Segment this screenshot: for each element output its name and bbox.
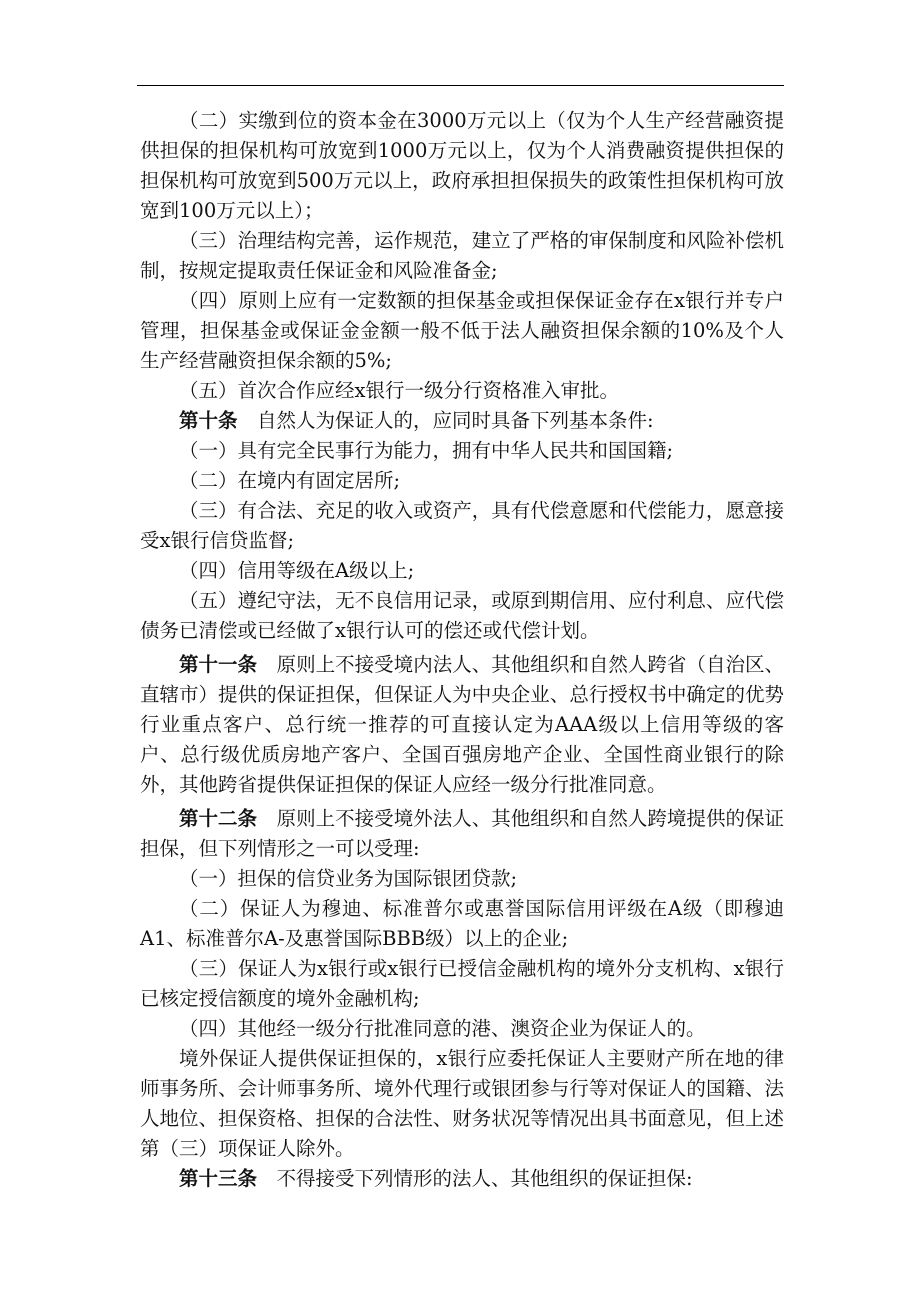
clause-paragraph: （一）担保的信贷业务为国际银团贷款; (179, 867, 518, 890)
article-heading: 第十三条 (179, 1167, 258, 1190)
article-heading: 第十条 (179, 409, 238, 432)
clause-paragraph: （三）保证人为x银行或x银行已授信金融机构的境外分支机构、x银行已核定授信额度的境外金融机构; (140, 957, 784, 1010)
clause-paragraph: （五）首次合作应经x银行一级分行资格准入审批。 (179, 379, 619, 402)
clause-paragraph: （四）其他经一级分行批准同意的港、澳资企业为保证人的。 (179, 1017, 706, 1040)
header-rule (137, 85, 784, 86)
article-heading: 第十二条 (179, 807, 258, 830)
clause-paragraph: （三）治理结构完善，运作规范，建立了严格的审保制度和风险补偿机制，按规定提取责任保证金和风险准备金; (140, 229, 784, 282)
clause-paragraph: （二）在境内有固定居所; (179, 469, 401, 492)
article-text: 不得接受下列情形的法人、其他组织的保证担保: (276, 1167, 693, 1190)
clause-paragraph: （五）遵纪守法，无不良信用记录，或原到期信用、应付利息、应代偿债务已清偿或已经做了x银行认可的偿还或代偿计划。 (140, 589, 784, 642)
article-text: 自然人为保证人的，应同时具备下列基本条件: (257, 409, 654, 432)
clause-paragraph: （二）实缴到位的资本金在3000万元以上（仅为个人生产经营融资提供担保的担保机构可放宽到1000万元以上，仅为个人消费融资提供担保的担保机构可放宽到500万元以上，政府承担担保损失的政策性担保机构可放宽到100万元以上）； (140, 109, 784, 222)
article-paragraph (140, 650, 784, 800)
clause-paragraph: （四）原则上应有一定数额的担保基金或担保保证金存在x银行并专户管理，担保基金或保证金金额一般不低于法人融资担保余额的10%及个人生产经营融资担保余额的5%; (140, 289, 784, 372)
article-text: 原则上不接受境外法人、其他组织和自然人跨境提供的保证担保，但下列情形之一可以受理: (140, 807, 784, 860)
clause-paragraph: （三）有合法、充足的收入或资产，具有代偿意愿和代偿能力，愿意接受x银行信贷监督; (140, 499, 784, 552)
article-paragraph (140, 1164, 784, 1194)
clause-paragraph: （一）具有完全民事行为能力，拥有中华人民共和国国籍; (179, 439, 674, 462)
clause-paragraph: 境外保证人提供保证担保的，x银行应委托保证人主要财产所在地的律师事务所、会计师事务所、境外代理行或银团参与行等对保证人的国籍、法人地位、担保资格、担保的合法性、财务状况等情况出具书面意见，但上述第（三）项保证人除外。 (140, 1047, 784, 1160)
article-text: 原则上不接受境内法人、其他组织和自然人跨省（自治区、直辖市）提供的保证担保，但保证人为中央企业、总行授权书中确定的优势行业重点客户、总行统一推荐的可直接认定为AAA级以上信用等级的客户、总行级优质房地产客户、全国百强房地产企业、全国性商业银行的除外，其他跨省提供保证担保的保证人应经一级分行批准同意。 (140, 653, 784, 796)
clause-paragraph: （四）信用等级在A级以上; (179, 559, 415, 582)
article-paragraph (140, 804, 784, 864)
article-paragraph (140, 406, 784, 436)
clause-paragraph: （二）保证人为穆迪、标准普尔或惠誉国际信用评级在A级（即穆迪A1、标准普尔A-及惠誉国际BBB级）以上的企业; (140, 897, 784, 950)
document-body (140, 106, 784, 1194)
article-heading: 第十一条 (179, 653, 258, 676)
